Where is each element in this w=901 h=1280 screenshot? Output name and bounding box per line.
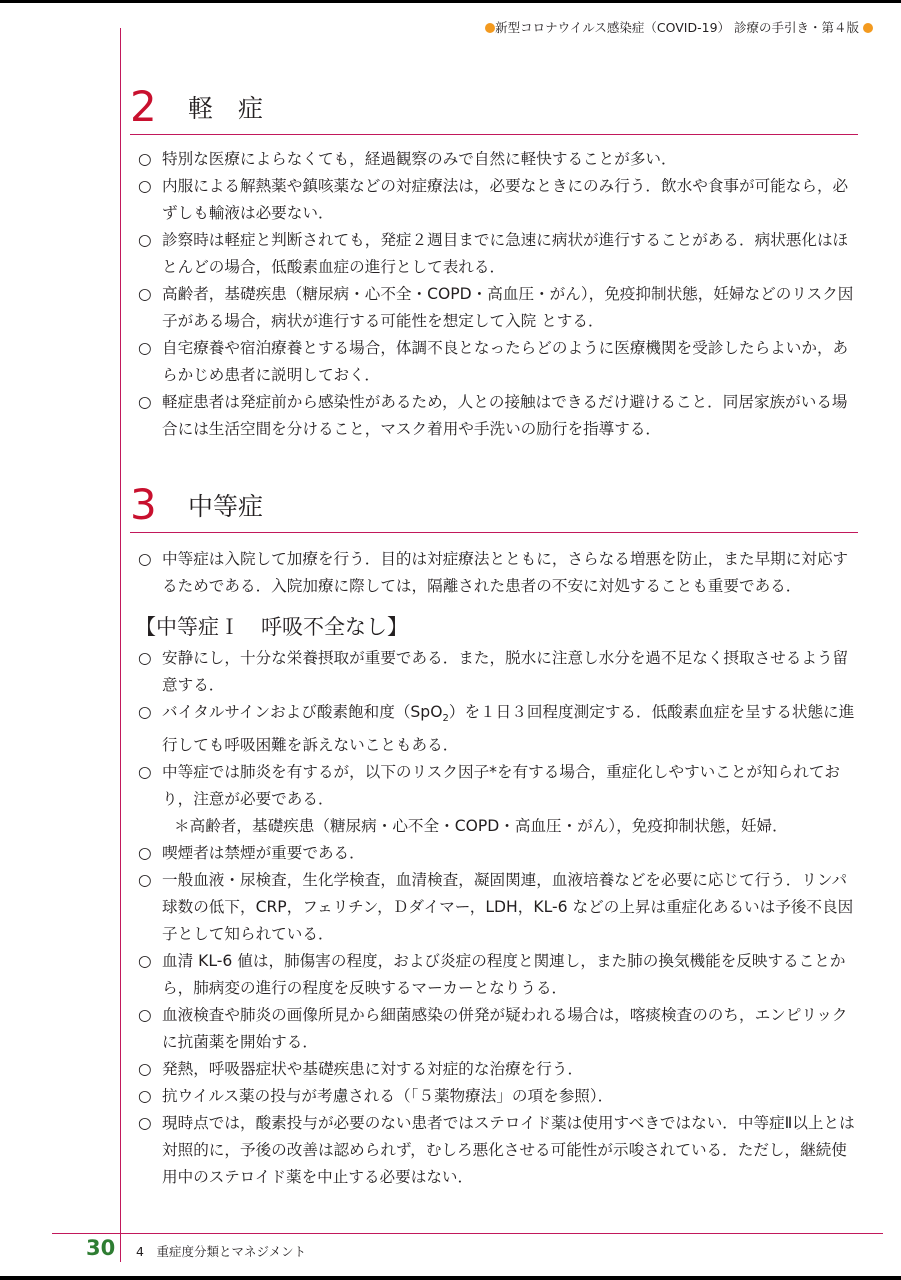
circle-bullet-icon: ○ <box>138 844 152 863</box>
circle-bullet-icon: ○ <box>138 1114 152 1133</box>
list-item: ○ 軽症患者は発症前から感染性があるため，人との接触はできるだけ避けること．同居家族がいる場合には生活空間を分けること，マスク着用や手洗いの励行を指導する． <box>138 389 862 443</box>
list-item: ○ 高齢者，基礎疾患（糖尿病・心不全・COPD・高血圧・がん），免疫抑制状態，妊婦などのリスク因子がある場合，病状が進行する可能性を想定して入院 とする． <box>138 281 862 335</box>
section-title: 中等症 <box>188 492 264 521</box>
circle-bullet-icon: ○ <box>138 150 152 168</box>
footer-rule <box>52 1233 883 1234</box>
section-heading-mild <box>130 84 858 135</box>
top-border <box>0 0 901 3</box>
page-number: 30 <box>86 1236 116 1260</box>
circle-bullet-icon: ○ <box>138 649 152 667</box>
circle-bullet-icon: ○ <box>138 177 152 195</box>
list-item: ○ 一般血液・尿検査，生化学検査，血清検査，凝固関連，血液培養などを必要に応じて行う．リンパ球数の低下，CRP，フェリチン，Ｄダイマー，LDH，KL-6 などの上昇は重症化あるいは予後不良因子として知られている． <box>138 867 862 948</box>
circle-bullet-icon: ○ <box>138 550 152 568</box>
running-header <box>485 18 873 36</box>
circle-bullet-icon: ○ <box>138 1087 152 1106</box>
circle-bullet-icon: ○ <box>138 703 152 721</box>
moderate-list <box>138 546 862 600</box>
list-item: ○ 中等症は入院して加療を行う．目的は対症療法とともに，さらなる増悪を防止，また早期に対応するためである．入院加療に際しては，隔離された患者の不安に対処することも重要である． <box>138 546 862 600</box>
bottom-border <box>0 1276 901 1280</box>
circle-bullet-icon: ○ <box>138 1006 152 1025</box>
list-item: ○ 診察時は軽症と判断されても，発症２週目までに急速に病状が進行することがある．病状悪化はほとんどの場合，低酸素血症の進行として表れる． <box>138 227 862 281</box>
circle-bullet-icon: ○ <box>138 952 152 971</box>
orange-dot-icon <box>863 23 873 33</box>
circle-bullet-icon: ○ <box>138 231 152 249</box>
section-number: 3 <box>130 480 157 529</box>
chapter-title: 4 重症度分類とマネジメント <box>136 1244 307 1259</box>
circle-bullet-icon: ○ <box>138 339 152 357</box>
section-heading-moderate <box>130 482 858 533</box>
list-item: ○ バイタルサインおよび酸素飽和度（SpO$_2$）を１日３回程度測定する．低酸素血症を呈する状態に進行しても呼吸困難を訴えないこともある． <box>138 699 862 759</box>
header-title: 新型コロナウイルス感染症（COVID-19） 診療の手引き・第４版 <box>495 20 860 35</box>
list-item: ○ 喫煙者は禁煙が重要である． <box>138 840 862 867</box>
list-item: ○ 抗ウイルス薬の投与が考慮される（「５薬物療法」の項を参照）． <box>138 1083 862 1110</box>
list-item: ○ 現時点では，酸素投与が必要のない患者ではステロイド薬は使用すべきではない．中等症Ⅱ以上とは対照的に，予後の改善は認められず，むしろ悪化させる可能性が示唆されている．ただし，継続使用中のステロイド薬を中止する必要はない． <box>138 1110 862 1191</box>
section-rule <box>130 134 858 135</box>
circle-bullet-icon: ○ <box>138 763 152 782</box>
list-item: ○ 安静にし，十分な栄養摂取が重要である．また，脱水に注意し水分を過不足なく摂取させるよう留意する． <box>138 645 862 699</box>
risk-factor-note: ＊高齢者，基礎疾患（糖尿病・心不全・COPD・高血圧・がん），免疫抑制状態，妊婦． <box>174 817 788 836</box>
list-item: ○ 血液検査や肺炎の画像所見から細菌感染の併発が疑われる場合は，喀痰検査ののち，エンピリックに抗菌薬を開始する． <box>138 1002 862 1056</box>
mild-list <box>138 146 862 443</box>
section-rule <box>130 532 858 533</box>
orange-dot-icon <box>485 23 495 33</box>
circle-bullet-icon: ○ <box>138 285 152 303</box>
moderate-1-list <box>138 645 862 1191</box>
circle-bullet-icon: ○ <box>138 871 152 890</box>
list-item: ○ 特別な医療によらなくても，経過観察のみで自然に軽快することが多い． <box>138 146 862 173</box>
list-item: ○ 中等症では肺炎を有するが，以下のリスク因子*を有する場合，重症化しやすいことが知られており，注意が必要である． ＊高齢者，基礎疾患（糖尿病・心不全・COPD・高血圧・がん），免疫抑制状態，妊婦． <box>138 759 862 840</box>
list-item: ○ 発熱，呼吸器症状や基礎疾患に対する対症的な治療を行う． <box>138 1056 862 1083</box>
section-number: 2 <box>130 82 157 131</box>
circle-bullet-icon: ○ <box>138 393 152 411</box>
section-title: 軽 症 <box>188 94 264 123</box>
list-item: ○ 自宅療養や宿泊療養とする場合，体調不良となったらどのように医療機関を受診したらよいか，あらかじめ患者に説明しておく． <box>138 335 862 389</box>
subsection-title: 【中等症Ｉ 呼吸不全なし】 <box>135 615 408 639</box>
list-item: ○ 内服による解熱薬や鎮咳薬などの対症療法は，必要なときにのみ行う．飲水や食事が可能なら，必ずしも輸液は必要ない． <box>138 173 862 227</box>
margin-rule <box>120 28 121 1262</box>
circle-bullet-icon: ○ <box>138 1060 152 1079</box>
list-item: ○ 血清 KL-6 値は，肺傷害の程度，および炎症の程度と関連し，また肺の換気機能を反映することから，肺病変の進行の程度を反映するマーカーとなりうる． <box>138 948 862 1002</box>
